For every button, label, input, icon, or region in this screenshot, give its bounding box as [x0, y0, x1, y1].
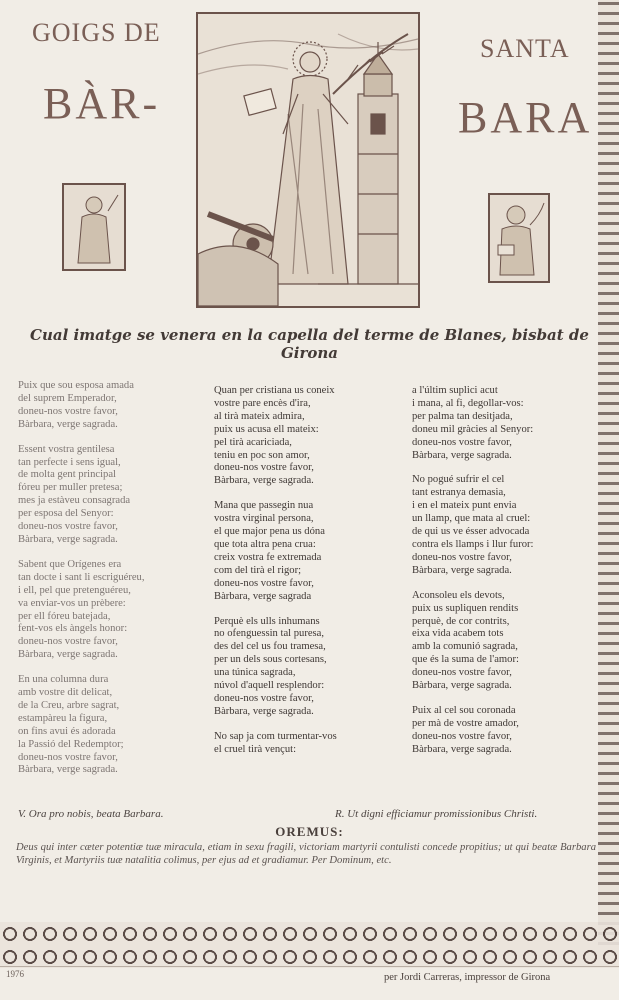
stanza	[18, 559, 208, 662]
verse-line: de la Creu, arbre sagrat,	[18, 699, 120, 711]
divider	[0, 966, 619, 967]
woodcut-illustration	[198, 14, 418, 306]
saint-figure-icon	[490, 195, 548, 281]
versicle: V. Ora pro nobis, beata Barbara.	[18, 808, 164, 820]
verse-line: Aconsoleu els devots,	[412, 589, 505, 601]
stanza	[412, 705, 602, 757]
verse-line: No pogué sufrir el cel	[412, 474, 505, 486]
verse-line: una túnica sagrada,	[214, 667, 296, 679]
verse-line: a l'últim suplici acut	[412, 385, 498, 396]
verse-line: tan perfecte i sens igual,	[18, 456, 121, 468]
subtitle: Cual imatge se venera en la capella del terme de Blanes, bisbat de Girona	[30, 326, 589, 362]
verse-line: doneu-nos vostre favor,	[412, 551, 512, 563]
verse-line: Bàrbara, verge sagrada.	[18, 649, 118, 661]
stanza	[18, 674, 208, 777]
saint-thumbnail-left	[62, 183, 126, 271]
verse-line: el que major pena us dóna	[214, 526, 325, 538]
verse-line: amb la comunió sagrada,	[412, 641, 518, 653]
saint-barbara-woodcut	[196, 12, 420, 308]
oremus-prayer: Deus qui inter cæter potentiæ tuæ miracula, etiam in sexu fragili, victoriam martyrii contulisti concede propitius; ut qui beatæ Barbara Virginis, et Martyriis tuæ natalitia colimus, per ejus ad et gradiamur. Per Dominum, etc.	[16, 842, 596, 866]
verse-line: estampàreu la figura,	[18, 712, 108, 724]
verse-line: Bàrbara, verge sagrada.	[412, 564, 512, 576]
verse-line: tant estranya demasia,	[412, 487, 506, 499]
verse-line: teniu en poc son amor,	[214, 449, 310, 461]
verse-line: per un dels sous cortesans,	[214, 654, 327, 666]
meander-border-bottom	[0, 922, 619, 968]
verse-line: amb vostre dit delicat,	[18, 687, 113, 699]
verse-line: Bàrbara, verge sagrada	[214, 590, 312, 602]
stanza-column-3	[412, 385, 602, 769]
verse-line: que és la suma de l'amor:	[412, 654, 519, 666]
stanza	[412, 385, 602, 462]
verse-line: vostre pare encès d'ira,	[214, 397, 311, 409]
verse-line: com del tirà el rigor;	[214, 564, 302, 576]
verse-line: perquè, de cor contrits,	[412, 615, 510, 627]
verse-line: pel tirà acariciada,	[214, 436, 292, 448]
verse-line: Bàrbara, verge sagrada.	[18, 764, 118, 776]
verse-line: Perquè els ulls inhumans	[214, 615, 320, 627]
verse-line: vostra virginal persona,	[214, 513, 314, 525]
title-santa: SANTA	[480, 34, 570, 63]
stanza	[412, 590, 602, 693]
verse-line: des del cel us fou tramesa,	[214, 641, 326, 653]
verse-line: Puix al cel sou coronada	[412, 704, 516, 716]
verse-line: de molta gent principal	[18, 469, 116, 481]
title-bar-left: BÀR-	[43, 79, 161, 128]
verse-line: núvol d'aquell resplendor:	[214, 680, 325, 692]
verse-line: Sabent que Orígenes era	[18, 558, 122, 570]
verse-line: doneu-nos vostre favor,	[18, 751, 118, 763]
stanza	[412, 474, 602, 577]
verse-line: tan docte i sant li escriguéreu,	[18, 571, 145, 583]
stanza-column-2	[214, 385, 404, 769]
verse-line: per mà de vostre amador,	[412, 717, 519, 729]
verse-line: fóreu per muller pretesa;	[18, 482, 123, 494]
verse-line: puix us acusa ell mateix:	[214, 423, 319, 435]
verse-line: Puix que sou esposa amada	[18, 380, 134, 391]
verse-line: Bàrbara, verge sagrada.	[214, 705, 314, 717]
verse-line: fent-vos els àngels honor:	[18, 623, 128, 635]
verse-line: i en el mateix punt envia	[412, 500, 517, 512]
imprint: per Jordi Carreras, impressor de Girona	[384, 972, 551, 983]
verse-line: que tota altra pena crua:	[214, 538, 316, 550]
verse-line: doneu mil gràcies al Senyor:	[412, 423, 534, 435]
verse-line: Bàrbara, verge sagrada.	[18, 418, 118, 430]
stanza	[18, 380, 208, 432]
verse-line: Bàrbara, verge sagrada.	[18, 533, 118, 545]
title-bar-right: BARA	[458, 93, 593, 142]
response: R. Ut digni efficiamur promissionibus Christi.	[335, 808, 538, 820]
verse-line: contra els llamps i llur furor:	[412, 538, 534, 550]
verse-line: Quan per cristiana us coneix	[214, 385, 335, 396]
verse-line: doneu-nos vostre favor,	[18, 405, 118, 417]
stanza	[214, 500, 404, 603]
verse-line: doneu-nos vostre favor,	[214, 462, 314, 474]
title-goigs: GOIGS DE	[32, 18, 161, 47]
verse-line: Bàrbara, verge sagrada.	[412, 680, 512, 692]
verse-line: i ell, pel que pretenguéreu,	[18, 584, 131, 596]
verse-line: Bàrbara, verge sagrada.	[412, 743, 512, 755]
verse-line: doneu-nos vostre favor,	[214, 692, 314, 704]
verse-line: la Passió del Redemptor;	[18, 738, 124, 750]
year: 1976	[6, 969, 24, 979]
stanza	[214, 731, 404, 757]
saint-thumbnail-right	[488, 193, 550, 283]
verse-line: doneu-nos vostre favor,	[18, 521, 118, 533]
verse-line: creix vostra fe extremada	[214, 551, 322, 563]
verse-line: un llamp, que mata al cruel:	[412, 513, 531, 525]
verse-line: doneu-nos vostre favor,	[214, 577, 314, 589]
verse-line: de qui us ve ésser advocada	[412, 526, 530, 538]
verse-line: del suprem Emperador,	[18, 392, 117, 404]
verse-line: doneu-nos vostre favor,	[412, 667, 512, 679]
verse-line: eixa vida acabem tots	[412, 628, 504, 640]
verse-line: i mana, al fi, degollar-vos:	[412, 397, 524, 409]
verse-line: En una columna dura	[18, 674, 109, 686]
verse-line: Bàrbara, verge sagrada.	[412, 449, 512, 461]
verse-line: per palma tan desitjada,	[412, 410, 513, 422]
stanza-column-1	[18, 380, 208, 789]
verse-line: el cruel tirà vençut:	[214, 743, 297, 755]
verse-line: Essent vostra gentilesa	[18, 443, 115, 455]
stanza	[214, 385, 404, 488]
verse-line: per esposa del Senyor:	[18, 508, 114, 520]
oremus-heading: OREMUS:	[275, 824, 344, 839]
stanza	[18, 444, 208, 547]
verse-line: al tirà mateix admira,	[214, 410, 305, 422]
verse-line: va enviar-vos un prèbere:	[18, 597, 126, 609]
verse-line: per ell fóreu batejada,	[18, 610, 111, 622]
verse-line: puix us supliquen rendits	[412, 602, 519, 614]
verse-line: no ofenguessin tal puresa,	[214, 628, 325, 640]
verse-line: doneu-nos vostre favor,	[18, 636, 118, 648]
verse-line: mes ja estàveu consagrada	[18, 495, 131, 507]
verse-line: doneu-nos vostre favor,	[412, 730, 512, 742]
saint-figure-icon	[64, 185, 124, 269]
verse-line: on fins avui és adorada	[18, 725, 116, 737]
verse-line: doneu-nos vostre favor,	[412, 436, 512, 448]
verse-line: Mana que passegin nua	[214, 500, 314, 512]
stanza	[214, 616, 404, 719]
verse-line: No sap ja com turmentar-vos	[214, 730, 337, 742]
verse-line: Bàrbara, verge sagrada.	[214, 475, 314, 487]
